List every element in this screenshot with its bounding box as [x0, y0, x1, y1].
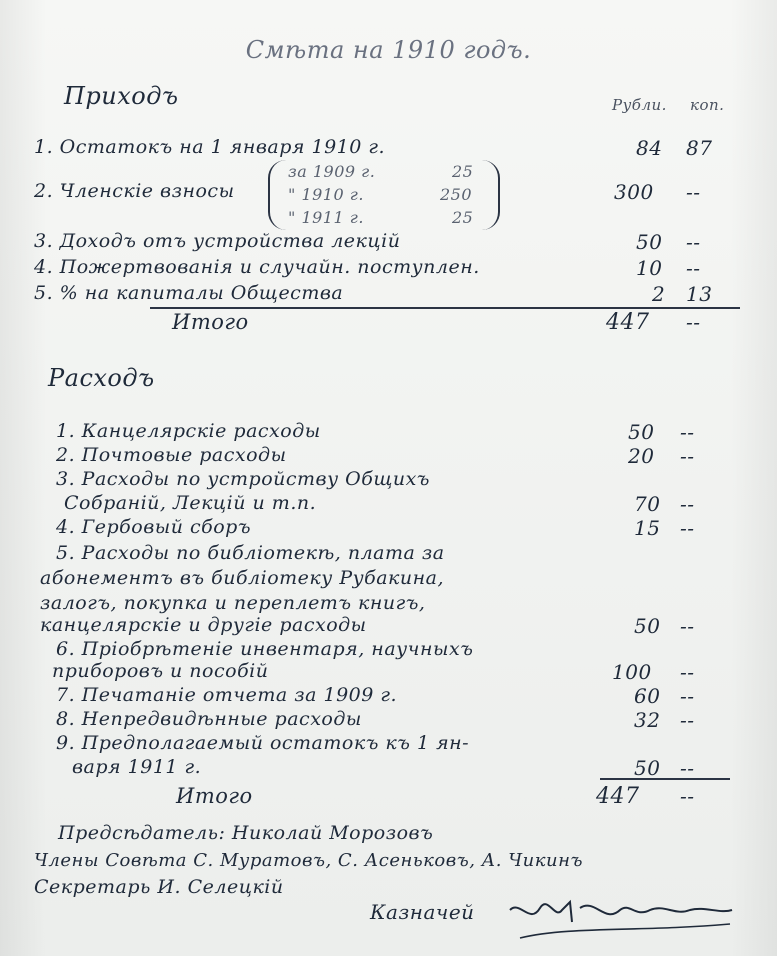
- expense-item-rubles: 15: [634, 516, 661, 540]
- council-members-line: Члены Совѣта С. Муратовъ, С. Асеньковъ, А. Чикинъ: [34, 850, 583, 871]
- expense-item-rubles: 32: [634, 708, 661, 732]
- expense-row: [0, 516, 777, 544]
- expense-row: [0, 542, 777, 570]
- expense-item-label: 3. Расходы по устройству Общихъ: [56, 468, 430, 490]
- expense-item-label: 4. Гербовый сборъ: [56, 516, 252, 538]
- expense-item-rubles: 60: [634, 684, 661, 708]
- expense-item-kopecks: --: [680, 708, 695, 732]
- expense-row-continued: [0, 567, 777, 595]
- expenses-total-kopecks: --: [680, 784, 695, 808]
- expense-item-kopecks: --: [680, 492, 695, 516]
- income-item-label: 1. Остатокъ на 1 января 1910 г.: [34, 136, 386, 158]
- expense-item-label-cont: канцелярскіе и другіе расходы: [40, 614, 367, 636]
- dues-breakdown-label: за 1909 г.: [288, 162, 376, 181]
- expense-item-label: 2. Почтовые расходы: [56, 444, 287, 466]
- income-item-label: 2. Членскіе взносы: [34, 180, 235, 202]
- income-total-rubles: 447: [606, 310, 650, 335]
- column-rubles-header: Рубли.: [612, 96, 667, 114]
- income-total-label: Итого: [172, 310, 249, 334]
- expense-item-label: 8. Непредвидѣнные расходы: [56, 708, 362, 730]
- income-item-kopecks: --: [686, 230, 701, 254]
- expense-item-kopecks: --: [680, 660, 695, 684]
- expense-item-rubles: 70: [634, 492, 661, 516]
- income-item-kopecks: 87: [686, 136, 713, 160]
- document-title: Смѣта на 1910 годъ.: [245, 36, 532, 64]
- expense-item-label-cont: Собраній, Лекцій и т.п.: [64, 492, 317, 514]
- income-heading: Приходъ: [64, 82, 179, 110]
- expense-item-kopecks: --: [680, 420, 695, 444]
- treasurer-line: Казначей: [370, 900, 475, 924]
- column-kopecks-header: коп.: [690, 96, 725, 114]
- income-item-rubles: 84: [636, 136, 663, 160]
- expense-item-label: 9. Предполагаемый остатокъ къ 1 ян-: [56, 732, 470, 754]
- income-item-kopecks: --: [686, 180, 701, 204]
- chairman-line: Предсѣдатель: Николай Морозовъ: [58, 822, 434, 844]
- dues-breakdown-amount: 25: [452, 208, 474, 227]
- income-item-kopecks: --: [686, 256, 701, 280]
- income-total-row: [0, 310, 777, 338]
- expense-item-kopecks: --: [680, 614, 695, 638]
- expense-item-kopecks: --: [680, 756, 695, 780]
- income-item-rubles: 300: [614, 180, 654, 204]
- dues-breakdown-label: " 1911 г.: [288, 208, 364, 227]
- income-item-rubles: 50: [636, 230, 663, 254]
- expense-item-label: 1. Канцелярскіе расходы: [56, 420, 321, 442]
- income-total-rule: [150, 307, 740, 309]
- expense-item-rubles: 50: [634, 614, 661, 638]
- income-item-label: 3. Доходъ отъ устройства лекцій: [34, 230, 401, 252]
- expenses-total-label: Итого: [176, 784, 253, 808]
- expense-item-label-cont: приборовъ и пособій: [52, 660, 269, 682]
- expense-item-label-cont: варя 1911 г.: [72, 756, 202, 778]
- expense-item-kopecks: --: [680, 516, 695, 540]
- expense-item-label-cont: абонементъ въ библіотеку Рубакина,: [40, 567, 445, 589]
- expense-item-rubles: 50: [634, 756, 661, 780]
- expense-item-label: 5. Расходы по библіотекѣ, плата за: [56, 542, 445, 564]
- expense-item-rubles: 100: [612, 660, 652, 684]
- expense-item-label: 6. Пріобрѣтеніе инвентаря, научныхъ: [56, 638, 474, 660]
- expense-item-kopecks: --: [680, 684, 695, 708]
- income-item-rubles: 2: [652, 282, 666, 306]
- expenses-total-row: [0, 784, 777, 812]
- dues-breakdown-amount: 250: [440, 185, 473, 204]
- dues-breakdown-label: " 1910 г.: [288, 185, 364, 204]
- income-row: [0, 282, 777, 310]
- income-total-kopecks: --: [686, 310, 701, 334]
- income-row: [0, 256, 777, 284]
- expense-item-kopecks: --: [680, 444, 695, 468]
- expense-item-label: 7. Печатаніе отчета за 1909 г.: [56, 684, 398, 706]
- expenses-heading: Расходъ: [48, 364, 155, 392]
- expenses-total-rule: [600, 778, 730, 780]
- expense-item-rubles: 50: [628, 420, 655, 444]
- income-row: [0, 230, 777, 258]
- expenses-total-rubles: 447: [596, 784, 640, 809]
- expense-item-rubles: 20: [628, 444, 655, 468]
- income-item-kopecks: 13: [686, 282, 713, 306]
- income-item-rubles: 10: [636, 256, 663, 280]
- income-item-label: 4. Пожертвованія и случайн. поступлен.: [34, 256, 480, 278]
- dues-breakdown-amount: 25: [452, 162, 474, 181]
- income-item-label: 5. % на капиталы Общества: [34, 282, 344, 304]
- secretary-line: Секретарь И. Селецкій: [34, 876, 284, 898]
- expense-item-label-cont: залогъ, покупка и переплетъ книгъ,: [40, 592, 426, 614]
